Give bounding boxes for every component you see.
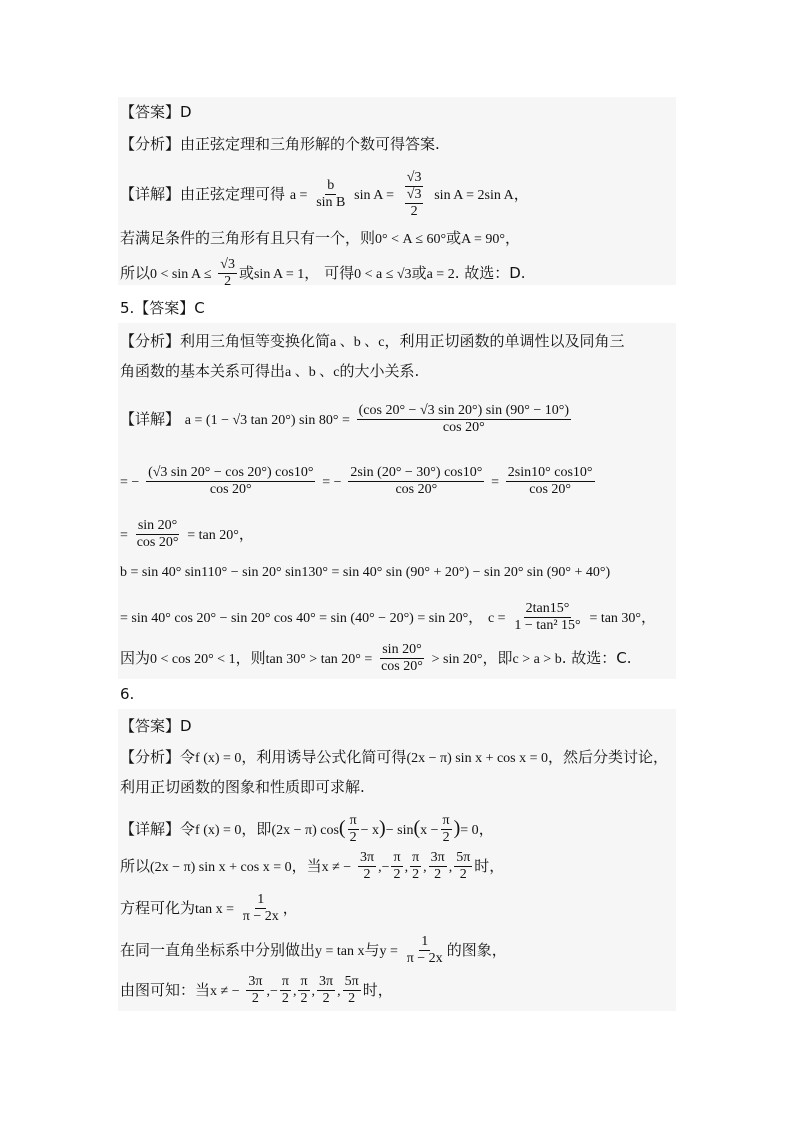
numerator: √3 — [220, 257, 235, 272]
fraction — [135, 518, 181, 551]
fraction — [401, 170, 428, 220]
q5-detail-line1 — [120, 396, 573, 444]
math: , — [448, 860, 453, 875]
fraction — [410, 850, 421, 883]
q6-detail-line3 — [120, 888, 298, 930]
numerator: sin 20° — [382, 642, 422, 657]
math: = − — [120, 475, 140, 490]
q6-detail-line4 — [120, 930, 507, 972]
punct: ， — [238, 525, 254, 543]
math: (2x − π) cos — [271, 823, 339, 838]
fraction — [298, 974, 309, 1007]
denominator: cos 20° — [395, 482, 438, 497]
numerator: 2sin10° cos10° — [507, 465, 593, 480]
q5-detail-line4: b = sin 40° sin110° − sin 20° sin130° = sin 40° sin (90° + 20°) − sin 20° sin (90° + 40°) — [120, 565, 611, 580]
math: 0° < A ≤ 60° — [375, 232, 447, 247]
fraction — [454, 850, 472, 883]
numerator: 2sin (20° − 30°) cos10° — [350, 465, 483, 480]
denominator: π − 2x — [406, 951, 443, 966]
fraction — [506, 465, 595, 498]
denominator: cos 20° — [136, 535, 179, 550]
punct: ， — [468, 608, 484, 626]
math: − sin — [385, 823, 414, 838]
q6-analysis-line2: 利用正切函数的图象和性质即可求解. — [120, 778, 365, 796]
answer-label: 【答案】 — [120, 103, 181, 121]
detail-label: 【详解】 — [120, 820, 181, 838]
denominator: sin B — [316, 195, 346, 210]
fraction — [379, 642, 425, 675]
math: a = (1 − √3 tan 20°) sin 80° = — [184, 413, 350, 428]
fraction — [317, 974, 335, 1007]
text: . 故选：C. — [561, 649, 632, 667]
numerator: sin 20° — [137, 518, 178, 533]
denominator: 2 — [348, 991, 356, 1006]
text: ，利用正切函数的单调性以及同角三 — [384, 332, 625, 350]
analysis-label: 【分析】 — [120, 748, 181, 766]
math: = − — [322, 475, 342, 490]
fraction — [358, 850, 376, 883]
fraction — [391, 850, 402, 883]
fraction — [280, 974, 291, 1007]
math: a 、b 、c — [285, 365, 340, 380]
math: 0 < a ≤ √3 — [354, 267, 412, 282]
math: ,− — [266, 984, 278, 999]
fraction — [512, 601, 582, 634]
fraction — [343, 974, 361, 1007]
punct: ， — [513, 185, 529, 203]
denominator: 2 — [281, 991, 289, 1006]
text: 的图象， — [446, 941, 507, 959]
text: 所以 — [120, 857, 151, 875]
q6-number: 6. — [120, 685, 135, 703]
denominator: 2 — [412, 867, 420, 882]
denominator: 2 — [442, 830, 450, 845]
punct: ， — [641, 608, 657, 626]
math: A = 90° — [461, 232, 505, 247]
text: 或 — [446, 229, 462, 247]
numerator: π — [281, 974, 289, 989]
text: ， 可得 — [304, 264, 355, 282]
text: . 故选：D. — [454, 264, 526, 282]
fraction — [314, 178, 347, 211]
text: 令 — [180, 820, 196, 838]
math: , — [311, 984, 316, 999]
answer-value: D — [180, 103, 192, 121]
text: 在同一直角坐标系中分别做出 — [120, 941, 316, 959]
math: = sin 40° cos 20° − sin 20° cos 40° = sin (40° − 20°) = sin 20° — [120, 611, 469, 626]
math: c > a > b — [512, 652, 562, 667]
math: , — [337, 984, 341, 999]
answer-value: D — [180, 717, 192, 735]
q5-detail-line2 — [120, 459, 597, 505]
detail-label: 【详解】 — [120, 410, 181, 428]
fraction — [429, 850, 447, 883]
numerator: 1 — [257, 892, 265, 907]
math: 0 < cos 20° < 1 — [150, 652, 236, 667]
math: − x — [360, 823, 380, 838]
math: = 0 — [460, 823, 479, 838]
numerator: π — [412, 850, 420, 865]
text: 因为 — [120, 649, 151, 667]
math: = tan 20° — [187, 528, 239, 543]
q4-detail-line — [120, 168, 529, 222]
numerator: 3π — [319, 974, 334, 989]
numerator: 3π — [248, 974, 263, 989]
math: y = tan x — [315, 944, 365, 959]
text: 方程可化为 — [120, 899, 196, 917]
denominator: 2 — [434, 867, 442, 882]
text: ，利用诱导公式化简可得 — [241, 748, 407, 766]
numerator: 5π — [456, 850, 471, 865]
numerator: 5π — [344, 974, 359, 989]
punct: ， — [478, 820, 494, 838]
fraction — [218, 257, 237, 290]
math: tan 30° > tan 20° = — [265, 652, 373, 667]
math: > sin 20° — [431, 652, 483, 667]
math: x ≠ − — [321, 860, 352, 875]
fraction — [441, 813, 452, 846]
denominator: 2 — [459, 867, 467, 882]
paren-close: ) — [379, 817, 386, 839]
denominator: 2 — [300, 991, 308, 1006]
fraction — [405, 934, 445, 967]
denominator: 2 — [349, 830, 357, 845]
q6-detail-line5 — [120, 970, 393, 1012]
detail-intro: 由正弦定理可得 — [180, 185, 286, 203]
text: 时， — [362, 981, 393, 999]
text: ，即 — [241, 820, 272, 838]
denominator — [401, 187, 428, 220]
math: = — [491, 475, 500, 490]
analysis-text: 由正弦定理和三角形解的个数可得答案. — [180, 135, 440, 153]
numerator: 2tan15° — [525, 601, 570, 616]
numerator: (√3 sin 20° − cos 20°) cos10° — [148, 465, 314, 480]
numerator: π — [393, 850, 401, 865]
numerator: 3π — [430, 850, 445, 865]
text: ，当 — [291, 857, 322, 875]
q6-detail-line2 — [120, 846, 504, 888]
q4-line3 — [120, 254, 526, 294]
math: , — [292, 984, 297, 999]
paren-open: ( — [413, 817, 421, 839]
math: f (x) = 0 — [195, 823, 242, 838]
numerator: π — [300, 974, 308, 989]
text: 与 — [364, 941, 380, 959]
text: 若满足条件的三角形有且只有一个，则 — [120, 229, 376, 247]
answer-label: 【答案】 — [120, 717, 181, 735]
math: x − — [420, 823, 439, 838]
fraction — [241, 892, 281, 925]
text: 或 — [411, 264, 427, 282]
analysis-label: 【分析】 — [120, 332, 181, 350]
denominator: 2 — [393, 867, 401, 882]
math: ,− — [378, 860, 390, 875]
q4-line2 — [120, 228, 520, 250]
math: y = — [379, 944, 398, 959]
math: 0 < sin A ≤ — [150, 267, 212, 282]
text: 由图可知：当 — [120, 981, 211, 999]
math: c = — [487, 611, 506, 626]
math: = tan 30° — [589, 611, 642, 626]
fraction — [348, 465, 484, 498]
q5-analysis-line2 — [120, 361, 419, 383]
denominator: π − 2x — [242, 909, 279, 924]
text: 的大小关系. — [339, 362, 420, 380]
analysis-label: 【分析】 — [120, 135, 181, 153]
q5-detail-line6 — [120, 637, 631, 681]
denominator: 1 − tan² 15° — [514, 618, 581, 633]
fraction — [405, 187, 424, 220]
paren-close: ) — [453, 817, 461, 839]
math: (2x − π) sin x + cos x = 0 — [150, 860, 292, 875]
math: a = — [289, 188, 308, 203]
q5-analysis-line1 — [120, 331, 624, 353]
fraction — [357, 403, 571, 436]
math: sin A = 1 — [253, 267, 305, 282]
math: , — [423, 860, 427, 875]
numerator: 3π — [360, 850, 375, 865]
q4-answer-line — [120, 102, 192, 122]
math: x ≠ − — [210, 984, 240, 999]
denominator: 2 — [224, 274, 232, 289]
q5-detail-line5 — [120, 596, 656, 640]
fraction — [348, 813, 359, 846]
denominator: cos 20° — [209, 482, 252, 497]
denominator: cos 20° — [381, 659, 423, 674]
punct: ， — [282, 899, 298, 917]
numerator: (cos 20° − √3 sin 20°) sin (90° − 10°) — [358, 403, 569, 418]
denominator: 2 — [363, 867, 371, 882]
denominator: cos 20° — [529, 482, 572, 497]
math: = — [120, 528, 128, 543]
numerator: π — [442, 813, 450, 828]
denominator: cos 20° — [442, 420, 485, 435]
math: (2x − π) sin x + cos x = 0 — [406, 751, 549, 766]
math: a 、b 、c — [330, 335, 385, 350]
denominator: 2 — [410, 203, 418, 219]
punct: ， — [505, 229, 521, 247]
q4-analysis-line — [120, 134, 440, 154]
text: ，则 — [235, 649, 266, 667]
math: sin A = 2sin A — [434, 188, 514, 203]
detail-label: 【详解】 — [120, 185, 181, 203]
math: f (x) = 0 — [195, 751, 242, 766]
denominator: 2 — [251, 991, 259, 1006]
q5-header: 5.【答案】C — [120, 299, 205, 317]
numerator: √3 — [406, 169, 422, 185]
text: 或 — [238, 264, 254, 282]
text: 令 — [180, 748, 196, 766]
fraction — [246, 974, 264, 1007]
q6-analysis-line1 — [120, 747, 668, 769]
math: tan x = — [195, 902, 235, 917]
numerator: b — [327, 178, 335, 193]
fraction — [146, 465, 315, 498]
numerator: π — [349, 813, 357, 828]
numerator: √3 — [406, 186, 422, 202]
q5-detail-line3 — [120, 514, 254, 556]
q6-answer-line — [120, 716, 192, 736]
denominator: 2 — [322, 991, 330, 1006]
text: ，然后分类讨论， — [548, 748, 669, 766]
text: 时， — [474, 857, 505, 875]
numerator: 1 — [421, 934, 429, 949]
text: 角函数的基本关系可得出 — [120, 362, 286, 380]
text: 所以 — [120, 264, 151, 282]
math: sin A = — [354, 188, 394, 203]
text: ，即 — [482, 649, 513, 667]
paren-open: ( — [338, 817, 346, 839]
math: a = 2 — [426, 267, 455, 282]
text: 利用三角恒等变换化简 — [180, 332, 331, 350]
math: , — [404, 860, 409, 875]
